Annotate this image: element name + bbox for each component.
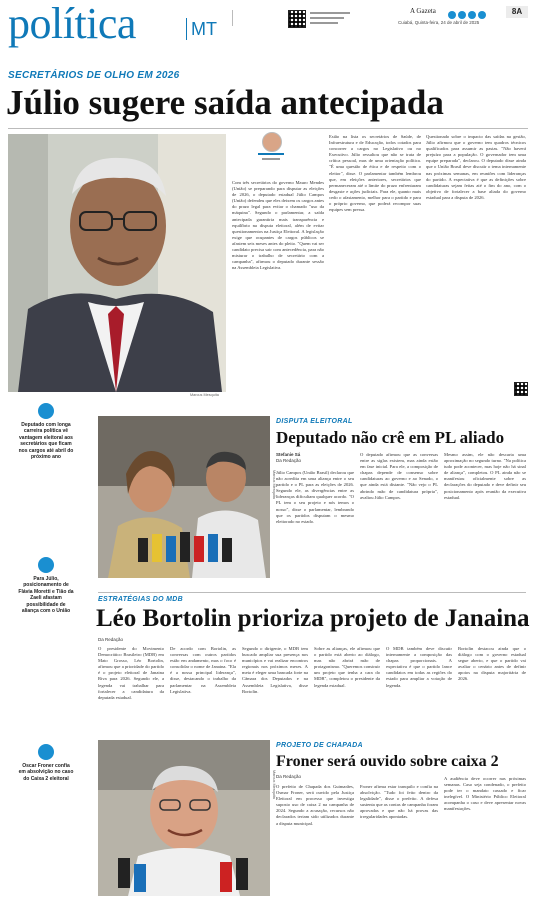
newspaper-name: A Gazeta [410, 7, 436, 15]
press-conference-photo [98, 416, 270, 578]
author-name-bar [258, 153, 284, 155]
story3-column-1: O presidente do Movimento Democrático Brasileiro (MDB) em Mato Grosso, Léo Bortolin, afirmou que a prioridade do partido é o projeto eleitoral de Janaina Riva para 2026. Segundo ele, a legenda vai trabalhar para fortalecer a candidatura da deputada estadual. [98, 646, 164, 700]
oscar-froner-photo [98, 740, 270, 896]
story1-photo [8, 134, 226, 392]
story3-column-4: Sobre as alianças, ele afirmou que o partido está aberto ao diálogo, mas não abrirá mão de protagonismo. "Queremos construir um projeto que tenha a cara do MDB", completou o presidente da legenda estadual. [314, 646, 380, 688]
story4-column-2: Froner afirma estar tranquilo e confia na absolvição. "Tudo foi feito dentro da legalidade", disse o prefeito. A defesa sustenta que as contas de campanha foram aprovadas e que não há provas das irregularidades apontadas. [360, 784, 438, 820]
story2-column-3: Mesmo assim, ele não descarta uma aproximação no segundo turno. "Na política tudo pode acontecer, mas hoje não há sinal de aliança", completou. O PL ainda não se manifestou oficialmente sobre as declarações do deputado e deve definir seu posicionamento após reunião da executiva estadual. [444, 452, 526, 500]
state-label: MT [191, 19, 217, 39]
story3-kicker: ESTRATÉGIAS DO MDB [98, 596, 183, 603]
story1-column-3: Questionado sobre o impacto das saídas na gestão, Júlio afirmou que o governo tem quadros técnicos qualificados para assumir as pastas. "Não haverá prejuízo para a população. O governador tem uma equipe preparada", declarou. O deputado disse ainda que o União Brasil deve discutir o tema internamente nas próximas semanas, em reuniões com lideranças do partido. A expectativa é que as definições sobre candidaturas sejam feitas até o fim do ano, com o objetivo de fortalecer a base aliada do governo estadual para a disputa de 2026. [426, 134, 526, 200]
story3-headline: Léo Bortolin prioriza projeto de Janaina [96, 605, 530, 632]
facebook-icon [448, 11, 456, 19]
story4-byline-org: Da Redação [276, 774, 302, 779]
section-title: política [8, 0, 136, 48]
sidebar-note-2: Para Júlio, posicionamento de Flávia Moretti e Tião da Zaeli afastam possibilidade de aliança com o União [18, 576, 74, 615]
sidebar-icon [38, 744, 54, 760]
sidebar-icon [38, 403, 54, 419]
author-avatar [262, 132, 282, 152]
divider [98, 592, 526, 593]
julio-campos-photo [8, 134, 226, 392]
story3-byline-org: Da Redação [98, 637, 124, 642]
story1-photo-credit: Marcus Mesquita [190, 393, 219, 397]
story4-photo-credit: Marcus Mesquita [272, 770, 276, 799]
story1-column-2: Estão na lista os secretários de Saúde, de Infraestrutura e de Educação, todos cotados para concorrer a cargos no Legislativo ou no Executivo. Júlio ressaltou que não se trata de crítica pessoal, mas de uma orientação política. "É uma questão de ética e de respeito com o eleitor", disse. O parlamentar também lembrou que, em eleições anteriores, secretários que permaneceram até o limite do prazo enfrentaram desgaste e ações judiciais. Para ele, quanto mais cedo o afastamento, melhor para o partido e para o próprio governo, que poderá recompor suas equipes sem pressa. [329, 134, 421, 213]
sidebar-note-1: Deputado com longa carreira política vê vantagem eleitoral aos secretários que ficam nos cargos até abril do próximo ano [18, 422, 74, 461]
story1-kicker: SECRETÁRIOS DE OLHO EM 2026 [8, 70, 180, 81]
story3-column-2: De acordo com Bortolin, as conversas com outros partidos estão em andamento, mas o foco é consolidar o nome de Janaina. "Ela é a nossa principal liderança", disse, destacando o trabalho da parlamentar na Assembleia Legislativa. [170, 646, 236, 694]
qr-code-icon [514, 382, 528, 396]
story1-headline: Júlio sugere saída antecipada [6, 83, 444, 122]
story4-column-1: O prefeito de Chapada dos Guimarães, Osmar Froner, será ouvido pela Justiça Eleitoral em processo que investiga suposto uso de caixa 2 na campanha de 2024. Segundo a acusação, recursos não declarados teriam sido utilizados durante a disputa municipal. [276, 784, 354, 826]
story3-column-3: Segundo o dirigente, o MDB tem buscado ampliar sua presença nos municípios e vai realizar encontros regionais nos próximos meses. A meta é eleger uma bancada forte na Câmara dos Deputados e na Assembleia Legislativa, disse Bortolin. [242, 646, 308, 694]
story4-column-3: A audiência deve ocorrer nas próximas semanas. Caso seja condenado, o prefeito pode ter o mandato cassado e ficar inelegível. O Ministério Público Eleitoral acompanha o caso e deve apresentar novas manifestações. [444, 776, 526, 812]
story2-kicker: DISPUTA ELEITORAL [276, 418, 353, 425]
story2-column-2: O deputado afirmou que as conversas entre as siglas existem, mas ainda estão em fase inicial. Para ele, a composição de chapas depende de consenso sobre candidaturas ao governo e ao Senado, o que ainda está distante. "Não vejo o PL abrindo mão de candidatura própria", avaliou Júlio Campos. [360, 452, 438, 500]
sidebar-note-3: Oscar Froner confia em absolvição no caso do Caixa 2 eleitoral [18, 763, 74, 782]
story2-column-1: Júlio Campos (União Brasil) declarou que não acredita em uma aliança entre o seu partido e o PL para as eleições de 2026. Segundo ele, as divergências entre as lideranças dificultam qualquer acordo. "O PL tem o seu projeto e nós temos o nosso", disse o parlamentar, lembrando que os partidos disputam o mesmo eleitorado no estado. [276, 470, 354, 524]
author-role-bar [262, 158, 280, 160]
divider [8, 128, 528, 129]
story4-kicker: PROJETO DE CHAPADA [276, 742, 363, 749]
story2-byline-org: Da Redação [276, 458, 302, 463]
page-number: 8A [506, 6, 528, 18]
story2-byline-name: Stefanie Sá [276, 452, 301, 457]
story2-headline: Deputado não crê em PL aliado [276, 428, 505, 447]
story2-photo-credit: Marcus Mesquita [272, 470, 276, 499]
masthead-divider [186, 18, 187, 40]
header-note-line [310, 22, 338, 24]
instagram-icon [458, 11, 466, 19]
qr-code-icon [288, 10, 306, 28]
story2-photo [98, 416, 270, 578]
date-line: Cuiabá, Quinta-feira, 24 de abril de 2025 [398, 20, 480, 25]
youtube-icon [478, 11, 486, 19]
twitter-icon [468, 11, 476, 19]
story4-photo [98, 740, 270, 896]
story3-column-5: O MDB também deve discutir internamente a composição das chapas proporcionais. A expectativa é que o partido lance candidatos em todas as regiões do estado para ampliar a votação de legenda. [386, 646, 452, 688]
story1-column-1: Com três secretários do governo Mauro Mendes (União) se preparando para disputar as eleições de 2026, o deputado estadual Júlio Campos (União) defendeu que eles deixem os cargos antes do prazo legal para evitar o chamado "uso da máquina". Segundo o parlamentar, a saída antecipada garantiria mais transparência e equilíbrio na disputa eleitoral, além de evitar questionamentos na Justiça Eleitoral. A legislação exige que ocupantes de cargos públicos se afastem seis meses antes do pleito. "Quem vai ser candidato precisa sair com antecedência, para não misturar o trabalho de secretário com a campanha", afirmou o deputado durante sessão na Assembleia Legislativa. [232, 180, 324, 271]
story4-headline: Froner será ouvido sobre caixa 2 [276, 753, 499, 770]
header-note-1 [232, 10, 257, 26]
sidebar-icon [38, 557, 54, 573]
story3-column-6: Bortolin destacou ainda que o diálogo com o governo estadual segue aberto, e que o partido vai avaliar o cenário antes de definir apoios na disputa majoritária de 2026. [458, 646, 526, 682]
header-note-line [310, 12, 350, 14]
header-note-line [310, 17, 344, 19]
